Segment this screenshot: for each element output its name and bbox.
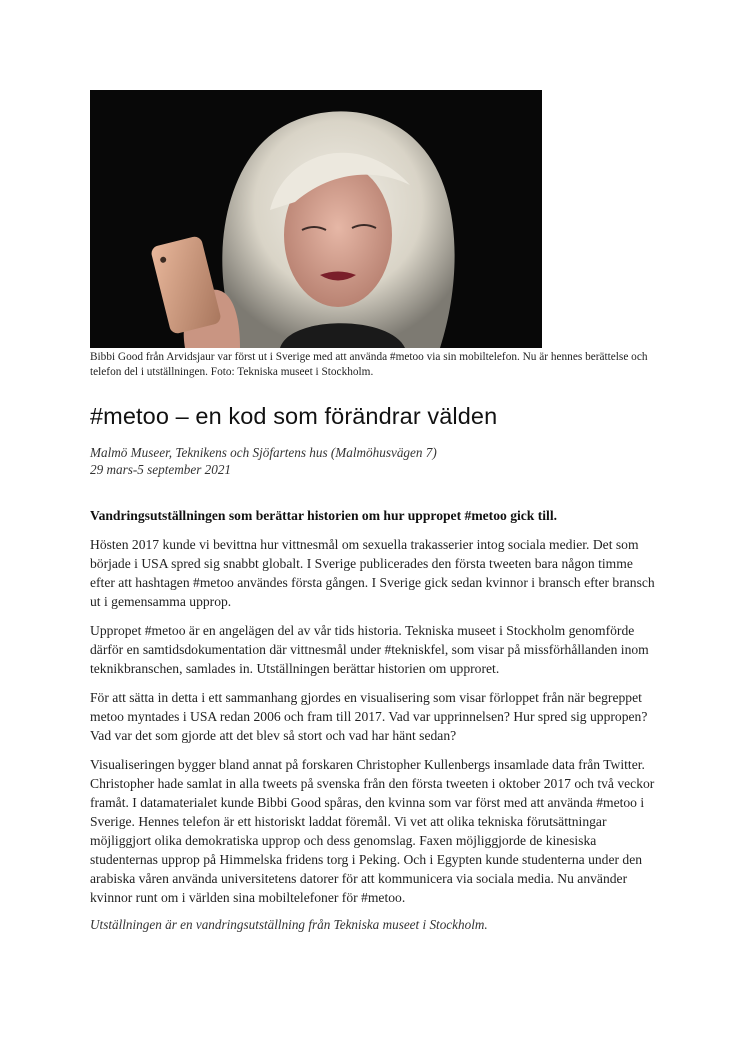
footer-note: Utställningen är en vandringsutställning från Tekniska museet i Stockholm. xyxy=(90,917,488,932)
dates-line: 29 mars-5 september 2021 xyxy=(90,462,232,477)
lead-paragraph: Vandringsutställningen som berättar historien om hur uppropet #metoo gick till. xyxy=(90,508,558,523)
document-page xyxy=(90,90,660,934)
body-paragraph: Hösten 2017 kunde vi bevittna hur vittnesmål om sexuella trakasserier intog sociala medier. Det som började i USA spred sig snabbt globalt. I Sverige publicerades den första tweeten bara någon timme efter att hashtagen #metoo användes första gången. I Sverige gick sedan kvinnor i bransch efter bransch ut i gemensamma upprop. xyxy=(90,537,655,609)
venue-line: Malmö Museer, Teknikens och Sjöfartens hus (Malmöhusvägen 7) xyxy=(90,445,437,460)
body-paragraph: Uppropet #metoo är en angelägen del av vår tids historia. Tekniska museet i Stockholm genomförde därför en samtidsdokumentation där vittnesmål under #tekniskfel, som visar på missförhållanden inom teknikbranschen, samlades in. Utställningen berättar historien om upproret. xyxy=(90,623,649,676)
portrait-photo xyxy=(90,90,542,348)
page-title: #metoo – en kod som förändrar välden xyxy=(90,403,498,429)
photo-illustration xyxy=(90,90,542,348)
body-paragraph: Visualiseringen bygger bland annat på forskaren Christopher Kullenbergs insamlade data från Twitter. Christopher hade samlat in alla tweets på svenska från den första tweeten i oktober 2017 och två veckor framåt. I datamaterialet kunde Bibbi Good spåras, den kvinna som var först med att använda #metoo i Sverige. Hennes telefon är ett historiskt laddat föremål. Vi vet att olika tekniska förutsättningar möjliggjort olika demokratiska upprop och dess genomslag. Faxen möjliggjorde de kinesiska studenternas upprop på Himmelska fridens torg i Peking. Och i Egypten kunde studenterna under den arabiska våren använda universitetens datorer för att kommunicera via sociala media. Nu använder kvinnor runt om i världen sina mobiltelefoner för #metoo. xyxy=(90,757,655,905)
event-info xyxy=(90,444,660,478)
body-paragraph: För att sätta in detta i ett sammanhang gjordes en visualisering som visar förloppet från när begreppet metoo myntades i USA redan 2006 och fram till 2017. Vad var upprinnelsen? Hur spred sig uppropen? Vad var det som gjorde att det blev så stort och vad har hänt sedan? xyxy=(90,690,648,743)
photo-caption: Bibbi Good från Arvidsjaur var först ut i Sverige med att använda #metoo via sin mobiltelefon. Nu är hennes berättelse och telefon del i utställningen. Foto: Tekniska museet i Stockholm. xyxy=(90,351,648,378)
